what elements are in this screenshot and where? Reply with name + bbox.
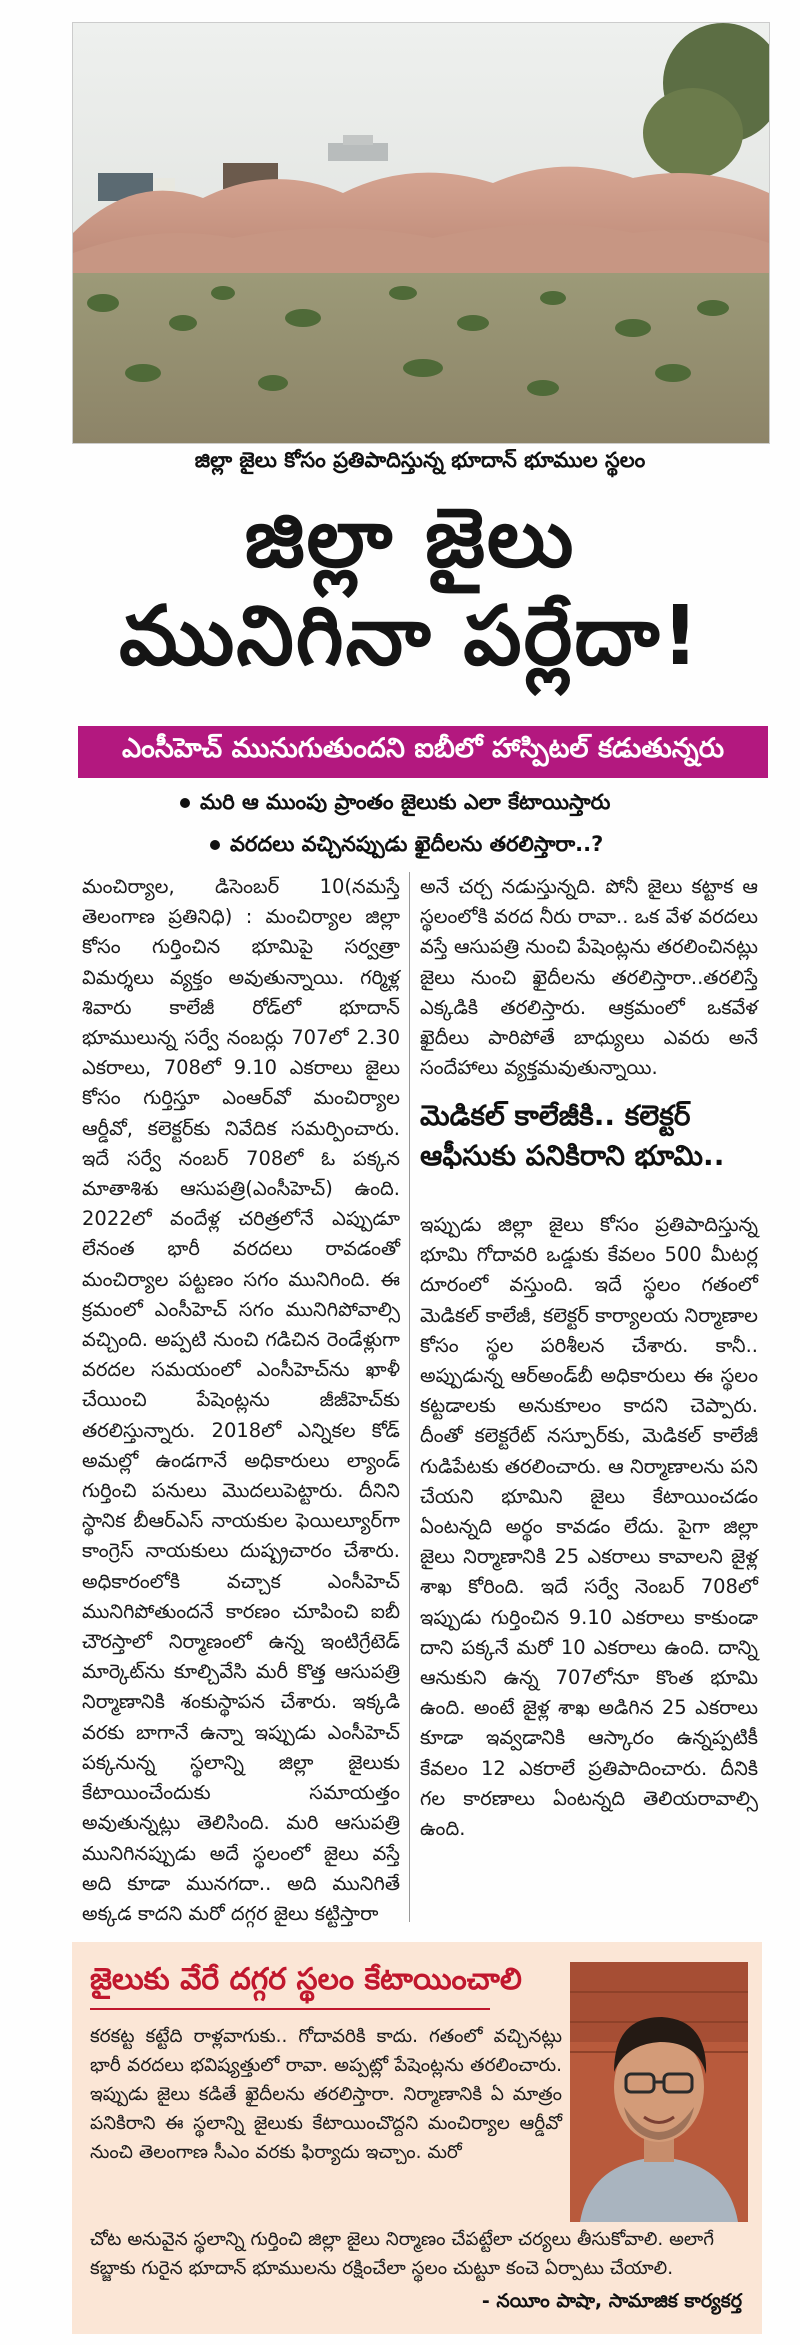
- headline-line-2: మునిగినా పర్లేదా!: [119, 589, 701, 684]
- quote-text: కరకట్ట కట్టేది రాళ్లవాగుకు.. గోదావరికి కాదు. గతంలో వచ్చినట్లు భారీ వరదలు భవిష్యత్తులో రావా. అప్పట్లో పేషెంట్లను తరలించారు. ఇప్పుడు జైలు కడితే ఖైదీలను తరలిస్తారా. నిర్మాణానికి ఏ మాత్రం పనికిరాని ఈ స్థలాన్ని జైలుకు కేటాయించొద్దని మంచిర్యాల ఆర్డీవో నుంచి తెలంగాణ సీఎం వరకు ఫిర్యాదు ఇచ్చాం. మరో: [90, 2026, 562, 2163]
- bullet-text: వరదలు వచ్చినప్పుడు ఖైదీలను తరలిస్తారా..?: [230, 832, 604, 856]
- subheadline-text: ఎంసీహెచ్ మునుగుతుందని ఐబీలో హాస్పిటల్ కడుతున్నరు: [121, 733, 725, 764]
- article-paragraph: అనే చర్చ నడుస్తున్నది. పోనీ జైలు కట్టాక ఆ స్థలంలోకి వరద నీరు రావా.. ఒక వేళ వరదలు వస్తే ఆసుపత్రి నుంచి పేషెంట్లను తరలించినట్లు జైలు నుంచి ఖైదీలను తరలిస్తారా..తరలిస్తే ఎక్కడికి తరలిస్తారు. ఆక్రమంలో ఒకవేళ ఖైదీలు పారిపోతే బాధ్యులు ఎవరు అనే సందేహాలు వ్యక్తమవుతున్నాయి.: [420, 875, 758, 1080]
- subheadline-banner: [78, 726, 768, 778]
- article-right-column-bottom: [420, 1210, 758, 1844]
- column-divider: [409, 872, 410, 1922]
- article-left-column: [82, 872, 400, 1929]
- bullet-text: మరి ఆ ముంపు ప్రాంతం జైలుకు ఎలా కేటాయిస్తారు: [200, 790, 611, 814]
- photo-caption: జిల్లా జైలు కోసం ప్రతిపాదిస్తున్న భూదాన్ భూముల స్థలం: [194, 448, 646, 472]
- article-paragraph: మంచిర్యాల, డిసెంబర్ 10(నమస్తే తెలంగాణ ప్రతినిధి) : మంచిర్యాల జిల్లా కోసం గుర్తించిన భూమిపై సర్వత్రా విమర్శలు వ్యక్తం అవుతున్నాయి. గర్మిళ్ల శివారు కాలేజీ రోడ్‌లో భూదాన్ భూములున్న సర్వే నంబర్లు 707లో 2.30 ఎకరాలు, 708లో 9.10 ఎకరాలు జైలు కోసం గుర్తిస్తూ ఎంఆర్‌వో మంచిర్యాల ఆర్డీవో, కలెక్టర్‌కు నివేదిక సమర్పించారు. ఇదే సర్వే నంబర్ 708లో ఓ పక్కన మాతాశిశు ఆసుపత్రి(ఎంసీహెచ్) ఉంది. 2022లో వందేళ్ల చరిత్రలోనే ఎప్పుడూ లేనంత భారీ వరదలు రావడంతో మంచిర్యాల పట్టణం సగం మునిగింది. ఈ క్రమంలో ఎంసీహెచ్ సగం మునిగిపోవాల్సి వచ్చింది. అప్పటి నుంచి గడిచిన రెండేళ్లుగా వరదల సమయంలో ఎంసీహెచ్‌ను ఖాళీ చేయించి పేషెంట్లను జీజీహెచ్‌కు తరలిస్తున్నారు. 2018లో ఎన్నికల కోడ్ అమల్లో ఉండగానే అధికారులు ల్యాండ్ గుర్తించి పనులు మొదలుపెట్టారు. దీనిని స్థానిక బీఆర్ఎస్ నాయకుల ఫెయిల్యూర్‌గా కాంగ్రెస్ నాయకులు దుష్ప్రచారం చేశారు. అధికారంలోకి వచ్చాక ఎంసీహెచ్ మునిగిపోతుందనే కారణం చూపించి ఐబీ చౌరస్తాలో నిర్మాణంలో ఉన్న ఇంటిగ్రేటెడ్ మార్కెట్‌ను కూల్చివేసి మరీ కొత్త ఆసుపత్రి నిర్మాణానికి శంకుస్థాపన చేశారు. ఇక్కడి వరకు బాగానే ఉన్నా ఇప్పుడు ఎంసీహెచ్ పక్కనున్న స్థలాన్ని జిల్లా జైలుకు కేటాయించేందుకు సమాయత్తం అవుతున్నట్లు తెలిసింది. మరి ఆసుపత్రి మునిగినప్పుడు అదే స్థలంలో జైలు వస్తే అది కూడా మునగదా.. అది మునిగితే అక్కడ కాదని మరో దగ్గర జైలు కట్టిస్తారా: [82, 875, 400, 1925]
- quote-underline: [90, 2008, 490, 2010]
- article-paragraph: ఇప్పుడు జిల్లా జైలు కోసం ప్రతిపాదిస్తున్న భూమి గోదావరి ఒడ్డుకు కేవలం 500 మీటర్ల దూరంలో వస్తుంది. ఇదే స్థలం గతంలో మెడికల్ కాలేజీ, కలెక్టర్ కార్యాలయ నిర్మాణాల కోసం స్థల పరిశీలన చేశారు. కానీ.. అప్పుడున్న ఆర్అండ్‌బీ అధికారులు ఈ స్థలం కట్టడాలకు అనుకూలం కాదని చెప్పారు. దీంతో కలెక్టరేట్ నస్పూర్‌కు, మెడికల్ కాలేజీ గుడిపేటకు తరలించారు. ఆ నిర్మాణాలను పని చేయని భూమిని జైలు కేటాయించడం ఏంటన్నది అర్థం కావడం లేదు. పైగా జిల్లా జైలు నిర్మాణానికి 25 ఎకరాలు కావాలని జైళ్ల శాఖ కోరింది. ఇదే సర్వే నెంబర్ 708లో ఇప్పుడు గుర్తించిన 9.10 ఎకరాలు కాకుండా దాని పక్కనే మరో 10 ఎకరాలు ఉంది. దాన్ని ఆనుకుని ఉన్న 707లోనూ కొంత భూమి ఉంది. అంటే జైళ్ల శాఖ అడిగిన 25 ఎకరాలు కూడా ఇవ్వడానికి ఆస్కారం ఉన్నప్పటికీ కేవలం 12 ఎకరాలే ప్రతిపాదించారు. దీనికి గల కారణాలు ఏంటన్నది తెలియరావాల్సి ఉంది.: [420, 1213, 758, 1841]
- quote-title: జైలుకు వేరే దగ్గర స్థలం కేటాయించాలి: [90, 1962, 522, 1997]
- bullet-point: [210, 832, 603, 862]
- headline-line-1: జిల్లా జైలు: [244, 491, 576, 586]
- bullet-icon: [210, 840, 220, 850]
- bullet-icon: [180, 798, 190, 808]
- bullet-point: [180, 790, 610, 820]
- headline: [50, 490, 770, 686]
- article-subheading: మెడికల్ కాలేజీకి.. కలెక్టర్ ఆఫీసుకు పనికిరాని భూమి..: [420, 1099, 725, 1172]
- landscape-photo: [72, 22, 770, 444]
- portrait-photo: [570, 1962, 748, 2222]
- article-right-column-top: [420, 872, 758, 1083]
- quote-text-continued: చోట అనువైన స్థలాన్ని గుర్తించి జిల్లా జైలు నిర్మాణం చేపట్టేలా చర్యలు తీసుకోవాలి. అలాగే కబ్జాకు గురైన భూదాన్ భూములను రక్షించేలా స్థలం చుట్టూ కంచె ఏర్పాటు చేయాలి.: [90, 2229, 715, 2279]
- quote-signature: - నయీం పాషా, సామాజిక కార్యకర్త: [481, 2290, 742, 2312]
